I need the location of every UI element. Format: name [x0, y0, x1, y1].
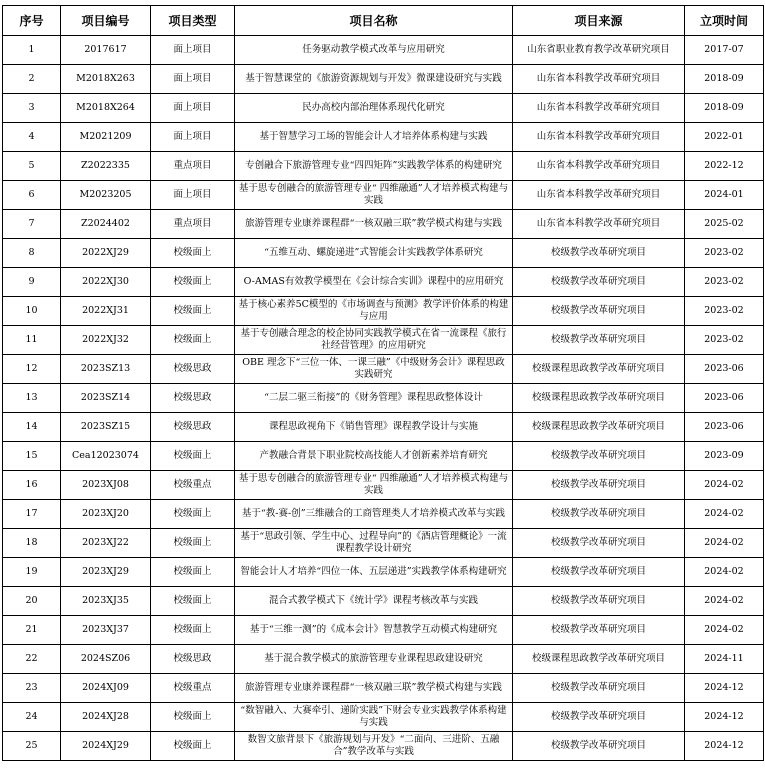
cell-date: 2024-12 [685, 703, 764, 732]
cell-name: 基于思专创融合的旅游管理专业“ 四维融通”人才培养模式构建与实践 [235, 181, 513, 210]
cell-name: 基于混合教学模式的旅游管理专业课程思政建设研究 [235, 645, 513, 674]
cell-name: 基于“教-赛-创”三维融合的工商管理类人才培养模式改革与实践 [235, 500, 513, 529]
project-table [2, 5, 764, 761]
table-row [3, 500, 764, 529]
cell-name: 旅游管理专业康养课程群“一核双融三联”教学模式构建与实践 [235, 674, 513, 703]
cell-code: 2024XJ29 [61, 732, 151, 761]
cell-seq: 12 [3, 355, 61, 384]
cell-source: 山东省本科教学改革研究项目 [513, 123, 685, 152]
cell-code: 2023XJ35 [61, 587, 151, 616]
cell-seq: 2 [3, 65, 61, 94]
cell-source: 校级教学改革研究项目 [513, 500, 685, 529]
cell-source: 校级教学改革研究项目 [513, 471, 685, 500]
cell-seq: 4 [3, 123, 61, 152]
cell-code: Z2024402 [61, 210, 151, 239]
cell-code: 2024XJ28 [61, 703, 151, 732]
header-type: 项目类型 [151, 6, 235, 36]
cell-source: 校级教学改革研究项目 [513, 326, 685, 355]
cell-name: 智能会计人才培养“四位一体、五层递进”实践教学体系构建研究 [235, 558, 513, 587]
cell-name: 任务驱动教学模式改革与应用研究 [235, 36, 513, 65]
cell-source: 山东省本科教学改革研究项目 [513, 181, 685, 210]
cell-seq: 16 [3, 471, 61, 500]
cell-name: “数智融入、大赛牵引、递阶实践”下财会专业实践教学体系构建与实践 [235, 703, 513, 732]
table-row [3, 703, 764, 732]
cell-name: 混合式教学模式下《统计学》课程考核改革与实践 [235, 587, 513, 616]
cell-seq: 13 [3, 384, 61, 413]
cell-name: 基于专创融合理念的校企协同实践教学模式在省一流课程《旅行社经营管理》的应用研究 [235, 326, 513, 355]
cell-code: 2022XJ32 [61, 326, 151, 355]
cell-source: 校级教学改革研究项目 [513, 558, 685, 587]
cell-type: 面上项目 [151, 36, 235, 65]
cell-seq: 3 [3, 94, 61, 123]
cell-type: 校级面上 [151, 500, 235, 529]
cell-date: 2023-02 [685, 297, 764, 326]
cell-type: 校级面上 [151, 616, 235, 645]
cell-code: 2023XJ08 [61, 471, 151, 500]
cell-seq: 22 [3, 645, 61, 674]
cell-date: 2022-01 [685, 123, 764, 152]
cell-source: 校级教学改革研究项目 [513, 703, 685, 732]
cell-date: 2023-02 [685, 326, 764, 355]
cell-seq: 14 [3, 413, 61, 442]
cell-seq: 20 [3, 587, 61, 616]
cell-date: 2024-02 [685, 471, 764, 500]
cell-seq: 1 [3, 36, 61, 65]
cell-date: 2024-11 [685, 645, 764, 674]
cell-date: 2024-02 [685, 558, 764, 587]
cell-type: 校级思政 [151, 645, 235, 674]
cell-seq: 23 [3, 674, 61, 703]
cell-type: 重点项目 [151, 210, 235, 239]
cell-type: 校级面上 [151, 587, 235, 616]
cell-type: 校级面上 [151, 558, 235, 587]
table-row [3, 210, 764, 239]
cell-name: 专创融合下旅游管理专业“四四矩阵”实践教学体系的构建研究 [235, 152, 513, 181]
cell-type: 校级面上 [151, 268, 235, 297]
cell-code: 2023XJ22 [61, 529, 151, 558]
table-row [3, 413, 764, 442]
cell-date: 2025-02 [685, 210, 764, 239]
cell-type: 校级面上 [151, 297, 235, 326]
cell-type: 重点项目 [151, 152, 235, 181]
cell-date: 2023-06 [685, 413, 764, 442]
cell-date: 2024-12 [685, 674, 764, 703]
cell-source: 校级教学改革研究项目 [513, 587, 685, 616]
table-row [3, 471, 764, 500]
cell-name: 民办高校内部治理体系现代化研究 [235, 94, 513, 123]
table-row [3, 442, 764, 471]
cell-code: 2023XJ20 [61, 500, 151, 529]
cell-type: 面上项目 [151, 94, 235, 123]
table-row [3, 587, 764, 616]
cell-seq: 7 [3, 210, 61, 239]
cell-code: 2023SZ13 [61, 355, 151, 384]
table-body [3, 36, 764, 761]
cell-source: 校级教学改革研究项目 [513, 297, 685, 326]
cell-code: 2023XJ29 [61, 558, 151, 587]
cell-type: 校级重点 [151, 471, 235, 500]
table-row [3, 181, 764, 210]
cell-code: Cea12023074 [61, 442, 151, 471]
cell-name: OBE 理念下“三位一体、一课三融”《中级财务会计》课程思政实践研究 [235, 355, 513, 384]
cell-code: 2017617 [61, 36, 151, 65]
table-row [3, 384, 764, 413]
cell-source: 校级教学改革研究项目 [513, 239, 685, 268]
cell-type: 校级面上 [151, 529, 235, 558]
cell-source: 山东省本科教学改革研究项目 [513, 94, 685, 123]
cell-date: 2024-02 [685, 500, 764, 529]
cell-code: 2023XJ37 [61, 616, 151, 645]
cell-source: 校级教学改革研究项目 [513, 732, 685, 761]
cell-type: 校级面上 [151, 326, 235, 355]
cell-seq: 25 [3, 732, 61, 761]
cell-code: 2022XJ31 [61, 297, 151, 326]
cell-code: 2022XJ30 [61, 268, 151, 297]
cell-date: 2024-02 [685, 529, 764, 558]
cell-name: 旅游管理专业康养课程群“一核双融三联”教学模式构建与实践 [235, 210, 513, 239]
cell-name: 基于“三维一测”的《成本会计》智慧教学互动模式构建研究 [235, 616, 513, 645]
cell-seq: 21 [3, 616, 61, 645]
cell-name: “二层二驱三衔接”的《财务管理》课程思政整体设计 [235, 384, 513, 413]
table-row [3, 152, 764, 181]
cell-seq: 10 [3, 297, 61, 326]
cell-name: 数智文旅背景下《旅游规划与开发》“二面向、三进阶、五融合”教学改革与实践 [235, 732, 513, 761]
cell-source: 山东省本科教学改革研究项目 [513, 65, 685, 94]
cell-date: 2024-02 [685, 616, 764, 645]
header-code: 项目编号 [61, 6, 151, 36]
table-row [3, 616, 764, 645]
cell-name: 基于核心素养5C模型的《市场调查与预测》教学评价体系的构建与应用 [235, 297, 513, 326]
cell-type: 校级思政 [151, 384, 235, 413]
table-row [3, 94, 764, 123]
cell-name: 产教融合背景下职业院校高技能人才创新素养培育研究 [235, 442, 513, 471]
header-name: 项目名称 [235, 6, 513, 36]
cell-type: 面上项目 [151, 123, 235, 152]
cell-name: 基于智慧学习工场的智能会计人才培养体系构建与实践 [235, 123, 513, 152]
cell-date: 2017-07 [685, 36, 764, 65]
cell-date: 2023-06 [685, 355, 764, 384]
cell-source: 校级课程思政教学改革研究项目 [513, 413, 685, 442]
table-row [3, 326, 764, 355]
cell-type: 校级重点 [151, 674, 235, 703]
cell-type: 面上项目 [151, 65, 235, 94]
cell-date: 2023-06 [685, 384, 764, 413]
cell-source: 校级课程思政教学改革研究项目 [513, 645, 685, 674]
cell-source: 校级教学改革研究项目 [513, 674, 685, 703]
cell-source: 校级教学改革研究项目 [513, 616, 685, 645]
cell-name: 基于“思政引领、学生中心、过程导向”的《酒店管理概论》一流课程教学设计研究 [235, 529, 513, 558]
cell-type: 校级面上 [151, 239, 235, 268]
cell-source: 校级教学改革研究项目 [513, 442, 685, 471]
table-row [3, 65, 764, 94]
cell-type: 校级面上 [151, 703, 235, 732]
cell-code: 2024SZ06 [61, 645, 151, 674]
cell-source: 山东省本科教学改革研究项目 [513, 210, 685, 239]
cell-seq: 17 [3, 500, 61, 529]
table-row [3, 355, 764, 384]
cell-name: 课程思政视角下《销售管理》课程教学设计与实施 [235, 413, 513, 442]
header-seq: 序号 [3, 6, 61, 36]
cell-seq: 15 [3, 442, 61, 471]
cell-code: 2023SZ15 [61, 413, 151, 442]
cell-type: 面上项目 [151, 181, 235, 210]
cell-seq: 19 [3, 558, 61, 587]
header-row [3, 6, 764, 36]
cell-source: 校级教学改革研究项目 [513, 529, 685, 558]
cell-code: M2018X263 [61, 65, 151, 94]
table-row [3, 645, 764, 674]
cell-code: 2023SZ14 [61, 384, 151, 413]
table-row [3, 268, 764, 297]
cell-seq: 24 [3, 703, 61, 732]
cell-seq: 9 [3, 268, 61, 297]
cell-date: 2023-02 [685, 239, 764, 268]
cell-date: 2018-09 [685, 65, 764, 94]
cell-seq: 11 [3, 326, 61, 355]
header-date: 立项时间 [685, 6, 764, 36]
table-row [3, 529, 764, 558]
cell-date: 2023-02 [685, 268, 764, 297]
cell-type: 校级面上 [151, 442, 235, 471]
cell-seq: 8 [3, 239, 61, 268]
cell-date: 2024-02 [685, 587, 764, 616]
cell-code: M2021209 [61, 123, 151, 152]
cell-name: O-AMAS有效教学模型在《会计综合实训》课程中的应用研究 [235, 268, 513, 297]
table-row [3, 123, 764, 152]
cell-type: 校级思政 [151, 355, 235, 384]
cell-source: 校级课程思政教学改革研究项目 [513, 384, 685, 413]
cell-type: 校级思政 [151, 413, 235, 442]
cell-type: 校级面上 [151, 732, 235, 761]
table-row [3, 239, 764, 268]
header-source: 项目来源 [513, 6, 685, 36]
cell-code: M2018X264 [61, 94, 151, 123]
cell-seq: 5 [3, 152, 61, 181]
table-header [3, 6, 764, 36]
cell-name: 基于智慧课堂的《旅游资源规划与开发》微课建设研究与实践 [235, 65, 513, 94]
table-row [3, 297, 764, 326]
cell-source: 山东省本科教学改革研究项目 [513, 152, 685, 181]
cell-source: 校级课程思政教学改革研究项目 [513, 355, 685, 384]
cell-source: 山东省职业教育教学改革研究项目 [513, 36, 685, 65]
cell-code: 2024XJ09 [61, 674, 151, 703]
table-row [3, 36, 764, 65]
cell-seq: 18 [3, 529, 61, 558]
cell-code: Z2022335 [61, 152, 151, 181]
cell-date: 2018-09 [685, 94, 764, 123]
cell-date: 2023-09 [685, 442, 764, 471]
cell-name: 基于思专创融合的旅游管理专业“ 四维融通”人才培养模式构建与实践 [235, 471, 513, 500]
cell-seq: 6 [3, 181, 61, 210]
table-row [3, 558, 764, 587]
cell-code: M2023205 [61, 181, 151, 210]
cell-date: 2024-12 [685, 732, 764, 761]
cell-code: 2022XJ29 [61, 239, 151, 268]
cell-name: “五维互动、螺旋递进”式智能会计实践教学体系研究 [235, 239, 513, 268]
table-row [3, 674, 764, 703]
cell-date: 2024-01 [685, 181, 764, 210]
cell-date: 2022-12 [685, 152, 764, 181]
table-row [3, 732, 764, 761]
cell-source: 校级教学改革研究项目 [513, 268, 685, 297]
